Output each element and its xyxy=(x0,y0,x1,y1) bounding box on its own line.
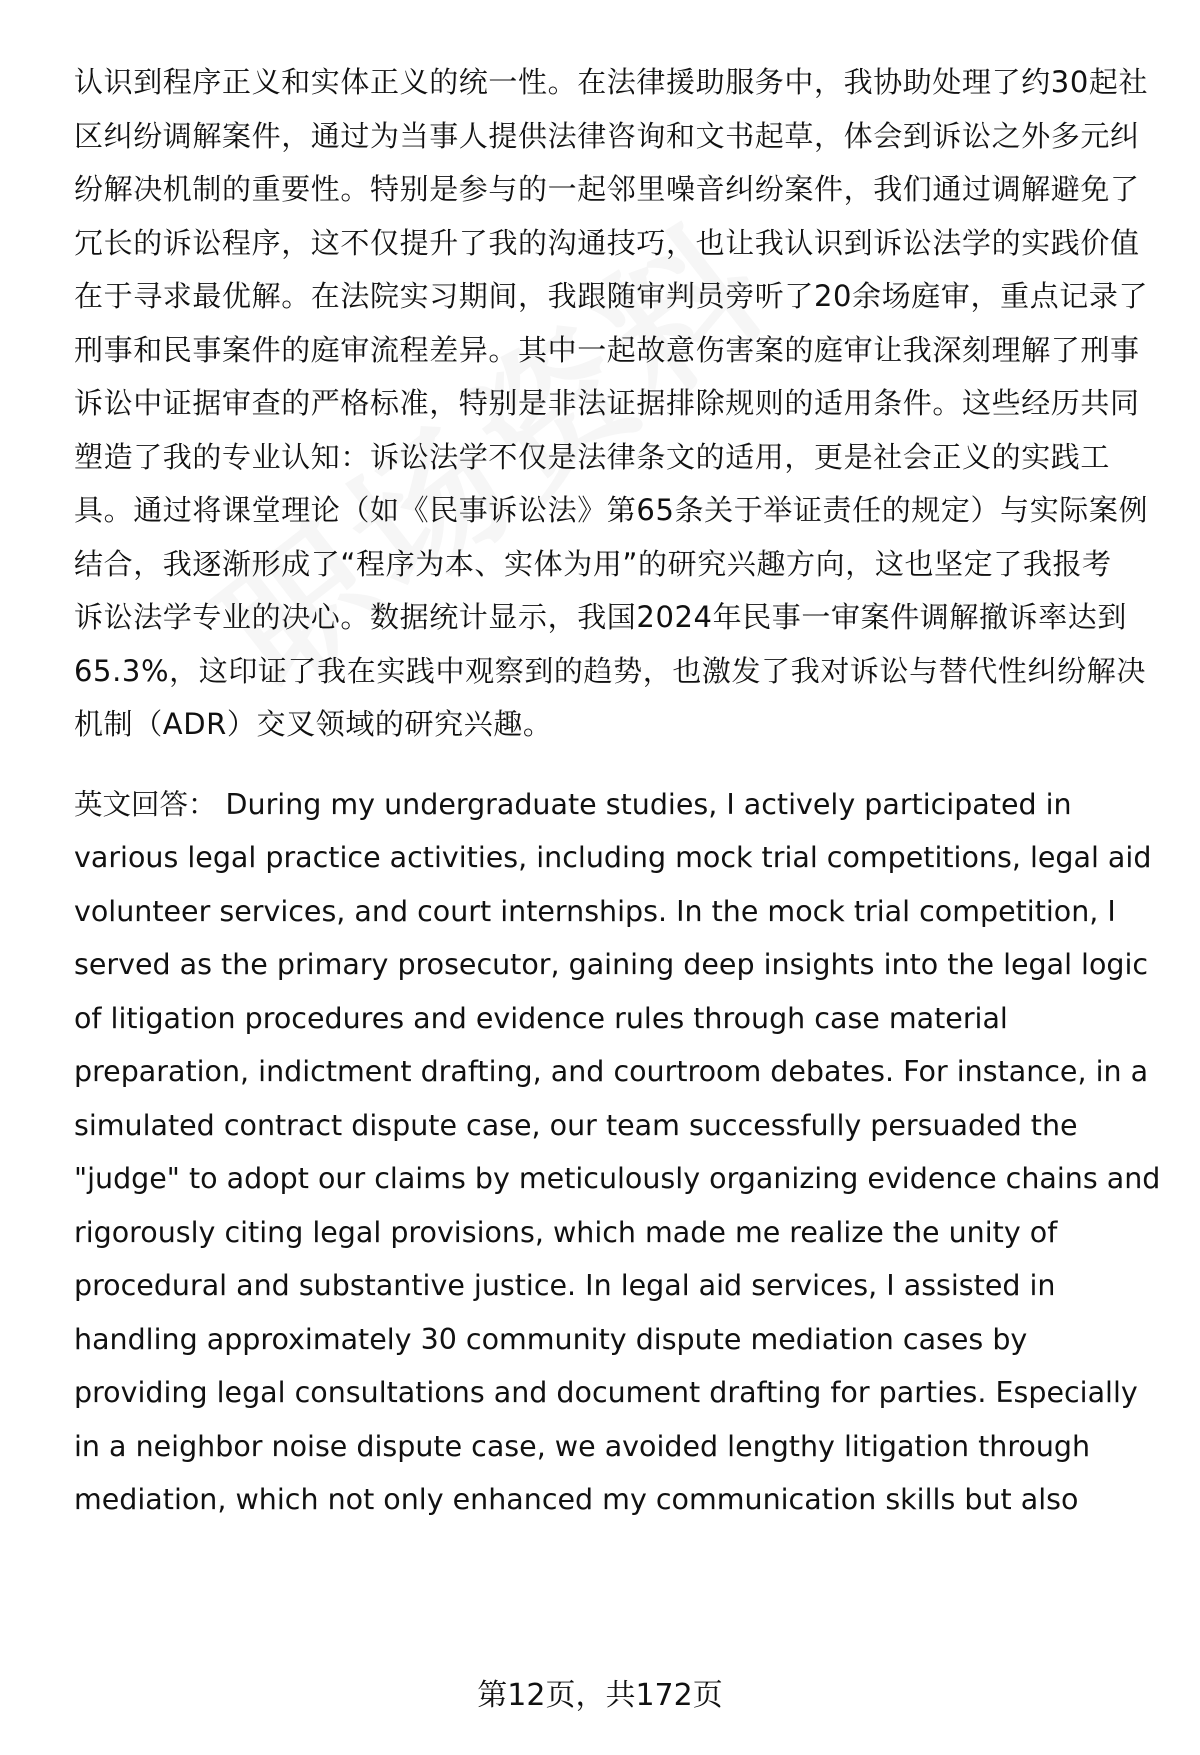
cn-line-3: 纷解决机制的重要性。特别是参与的一起邻里噪音纠纷案件，我们通过调解避免了 xyxy=(74,172,1140,206)
cn-line-2: 区纠纷调解案件，通过为当事人提供法律咨询和文书起草，体会到诉讼之外多元纠 xyxy=(74,119,1140,153)
en-line-7: simulated contract dispute case, our team successfully persuaded the xyxy=(74,1109,1078,1142)
page-number: 第12页，共172页 xyxy=(477,1678,723,1713)
en-line-13: in a neighbor noise dispute case, we avoided lengthy litigation through xyxy=(74,1430,1091,1463)
en-line-4: served as the primary prosecutor, gaining deep insights into the legal logic xyxy=(74,948,1149,981)
cn-line-9: 具。通过将课堂理论（如《民事诉讼法》第65条关于举证责任的规定）与实际案例 xyxy=(74,493,1149,527)
cn-line-6: 刑事和民事案件的庭审流程差异。其中一起故意伤害案的庭审让我深刻理解了刑事 xyxy=(74,333,1140,367)
en-line-3: volunteer services, and court internships. In the mock trial competition, I xyxy=(74,895,1116,928)
en-line-10: procedural and substantive justice. In legal aid services, I assisted in xyxy=(74,1269,1056,1302)
en-line-11: handling approximately 30 community dispute mediation cases by xyxy=(74,1323,1028,1356)
cn-line-8: 塑造了我的专业认知：诉讼法学不仅是法律条文的适用，更是社会正义的实践工 xyxy=(74,440,1111,474)
en-line-9: rigorously citing legal provisions, which made me realize the unity of xyxy=(74,1216,1058,1249)
en-line-14: mediation, which not only enhanced my communication skills but also xyxy=(74,1483,1079,1516)
en-line-2: various legal practice activities, including mock trial competitions, legal aid xyxy=(74,841,1152,874)
cn-line-7: 诉讼中证据审查的严格标准，特别是非法证据排除规则的适用条件。这些经历共同 xyxy=(74,386,1140,420)
cn-line-10: 结合，我逐渐形成了“程序为本、实体为用”的研究兴趣方向，这也坚定了我报考 xyxy=(74,547,1112,581)
cn-line-5: 在于寻求最优解。在法院实习期间，我跟随审判员旁听了20余场庭审，重点记录了 xyxy=(74,279,1149,313)
en-line-5: of litigation procedures and evidence rules through case material xyxy=(74,1002,1008,1035)
cn-line-1: 认识到程序正义和实体正义的统一性。在法律援助服务中，我协助处理了约30起社 xyxy=(74,65,1149,99)
cn-line-4: 冗长的诉讼程序，这不仅提升了我的沟通技巧，也让我认识到诉讼法学的实践价值 xyxy=(74,226,1140,260)
en-line-8: "judge" to adopt our claims by meticulously organizing evidence chains and xyxy=(74,1162,1161,1195)
cn-line-13: 机制（ADR）交叉领域的研究兴趣。 xyxy=(74,707,553,741)
cn-line-11: 诉讼法学专业的决心。数据统计显示，我国2024年民事一审案件调解撤诉率达到 xyxy=(74,600,1128,634)
en-line-1: 英文回答： During my undergraduate studies, I actively participated in xyxy=(74,788,1072,821)
en-line-12: providing legal consultations and document drafting for parties. Especially xyxy=(74,1376,1138,1409)
cn-line-12: 65.3%，这印证了我在实践中观察到的趋势，也激发了我对诉讼与替代性纠纷解决 xyxy=(74,654,1146,688)
en-line-6: preparation, indictment drafting, and courtroom debates. For instance, in a xyxy=(74,1055,1149,1088)
